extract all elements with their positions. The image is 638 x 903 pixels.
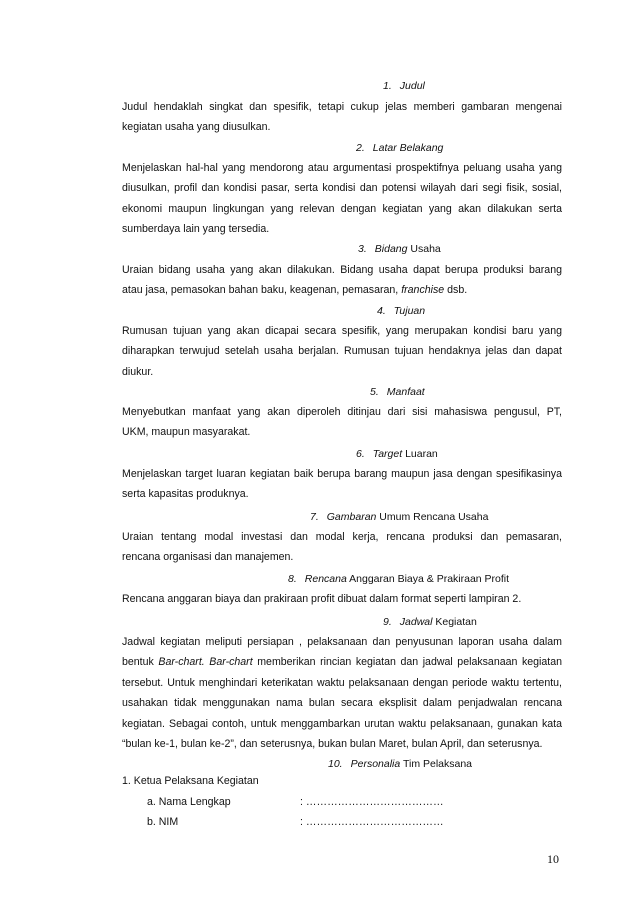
section-heading-gambaran-umum <box>310 511 488 523</box>
section-number: 4. <box>377 305 386 317</box>
section-title: Gambaran <box>326 511 377 523</box>
section-title: Tujuan <box>393 305 426 317</box>
section-title-rest: Umum Rencana Usaha <box>379 511 489 523</box>
section-number: 10. <box>328 758 343 770</box>
section-title-rest: Luaran <box>405 448 438 460</box>
paragraph-line: UKM, maupun masyarakat. <box>122 426 251 439</box>
section-number: 1. <box>383 80 392 92</box>
field-value-nim: : ………………………………… <box>300 816 444 828</box>
field-value-nama-lengkap: : ………………………………… <box>300 796 444 808</box>
section-number: 7. <box>310 511 319 523</box>
section-heading-jadwal-kegiatan <box>383 616 477 628</box>
paragraph-line: serta kapasitas produknya. <box>122 488 249 501</box>
section-number: 6. <box>356 448 365 460</box>
paragraph-jadwal-kegiatan <box>122 632 562 754</box>
section-title-rest: Kegiatan <box>435 616 477 628</box>
text-run-italic: franchise <box>401 284 445 297</box>
paragraph-bidang-usaha <box>122 260 562 301</box>
paragraph-line: kegiatan usaha yang diusulkan. <box>122 121 271 134</box>
paragraph-line: rencana organisasi dan manajemen. <box>122 551 294 564</box>
paragraph-line: Menyebutkan manfaat yang akan diperoleh ditinjau dari sisi mahasiswa pengusul, PT, <box>122 406 562 418</box>
paragraph-line: Jadwal kegiatan meliputi persiapan , pelaksanaan dan penyusunan laporan usaha dalam <box>122 636 562 648</box>
text-run: dsb. <box>447 284 468 297</box>
section-number: 3. <box>358 243 367 255</box>
section-heading-personalia <box>328 758 472 770</box>
list-item-ketua: 1. Ketua Pelaksana Kegiatan <box>122 775 259 787</box>
section-title: Manfaat <box>386 386 425 398</box>
paragraph-line <box>122 280 562 300</box>
section-title: Bidang <box>374 243 408 255</box>
paragraph-tujuan <box>122 321 562 382</box>
paragraph-line: Uraian bidang usaha yang akan dilakukan. Bidang usaha dapat berupa produksi barang <box>122 264 562 276</box>
section-title: Jadwal <box>399 616 433 628</box>
section-title: Latar Belakang <box>372 142 444 154</box>
section-number: 8. <box>288 573 297 585</box>
section-title-rest: Usaha <box>410 243 441 255</box>
paragraph-latar-belakang <box>122 158 562 240</box>
paragraph-line: Rumusan tujuan yang akan dicapai secara spesifik, yang merupakan kondisi baru yang <box>122 325 562 337</box>
section-title-rest: Tim Pelaksana <box>402 758 473 770</box>
paragraph-gambaran-umum <box>122 527 562 568</box>
paragraph-line: Judul hendaklah singkat dan spesifik, tetapi cukup jelas memberi gambaran mengenai <box>122 101 562 113</box>
section-heading-judul <box>383 80 425 92</box>
section-heading-manfaat <box>370 386 425 398</box>
paragraph-target-luaran <box>122 464 562 505</box>
section-title: Personalia <box>350 758 401 770</box>
field-label-nim: b. NIM <box>147 816 179 828</box>
section-number: 9. <box>383 616 392 628</box>
paragraph-line: diukur. <box>122 365 154 378</box>
paragraph-line: kegiatan. Sebagai contoh, untuk menggambarkan urutan waktu pelaksanaan, gunakan kata <box>122 717 562 730</box>
section-title: Judul <box>399 80 425 92</box>
text-run-italic: Bar-chart. Bar-chart <box>158 656 253 669</box>
text-run: bentuk <box>122 656 154 669</box>
paragraph-manfaat <box>122 402 562 443</box>
paragraph-judul <box>122 97 562 138</box>
paragraph-line: Rencana anggaran biaya dan prakiraan profit dibuat dalam format seperti lampiran 2. <box>122 593 522 605</box>
page-number: 10 <box>547 852 559 866</box>
text-run: atau jasa, pemasokan bahan baku, keagenan, pemasaran, <box>122 284 399 297</box>
section-title-rest: Anggaran Biaya & Prakiraan Profit <box>349 573 510 585</box>
paragraph-line: Uraian tentang modal investasi dan modal kerja, rencana produksi dan pemasaran, <box>122 531 562 543</box>
paragraph-line: sumberdaya lain yang tersedia. <box>122 223 270 236</box>
paragraph-line: usahakan tidak menggunakan nama bulan secara eksplisit dalam penjadwalan rencana <box>122 697 562 710</box>
paragraph-line: Menjelaskan target luaran kegiatan baik berupa barang maupun jasa dengan spesifikasinya <box>122 468 562 480</box>
section-heading-latar-belakang <box>356 142 443 154</box>
paragraph-rencana-anggaran <box>122 589 562 609</box>
section-title: Target <box>372 448 403 460</box>
paragraph-line: diharapkan terwujud setelah usaha berjalan. Rumusan tujuan hendaknya jelas dan dapat <box>122 345 562 358</box>
paragraph-line: tersebut. Untuk menghindari keterikatan waktu pelaksanaan dengan periode waktu tertentu, <box>122 676 562 689</box>
paragraph-line: diusulkan, profil dan kondisi pasar, serta kondisi dan potensi wilayah dari segi fisik, sosial, <box>122 182 562 195</box>
field-label-nama-lengkap: a. Nama Lengkap <box>147 796 231 808</box>
section-heading-target-luaran <box>356 448 438 460</box>
paragraph-line <box>122 652 562 672</box>
paragraph-line: Menjelaskan hal-hal yang mendorong atau argumentasi prospektifnya peluang usaha yang <box>122 162 562 174</box>
section-heading-bidang-usaha <box>358 243 441 255</box>
paragraph-line: ekonomi maupun lingkungan yang relevan dengan kegiatan yang akan dilakukan serta <box>122 202 562 215</box>
paragraph-line: “bulan ke-1, bulan ke-2”, dan seterusnya, bukan bulan Maret, bulan April, dan seterusnya. <box>122 738 543 751</box>
section-title: Rencana <box>304 573 347 585</box>
section-number: 2. <box>356 142 365 154</box>
section-heading-tujuan <box>377 305 425 317</box>
section-heading-rencana-anggaran <box>288 573 509 585</box>
section-number: 5. <box>370 386 379 398</box>
text-run: memberikan rincian kegiatan dan jadwal pelaksanaan kegiatan <box>257 656 563 669</box>
